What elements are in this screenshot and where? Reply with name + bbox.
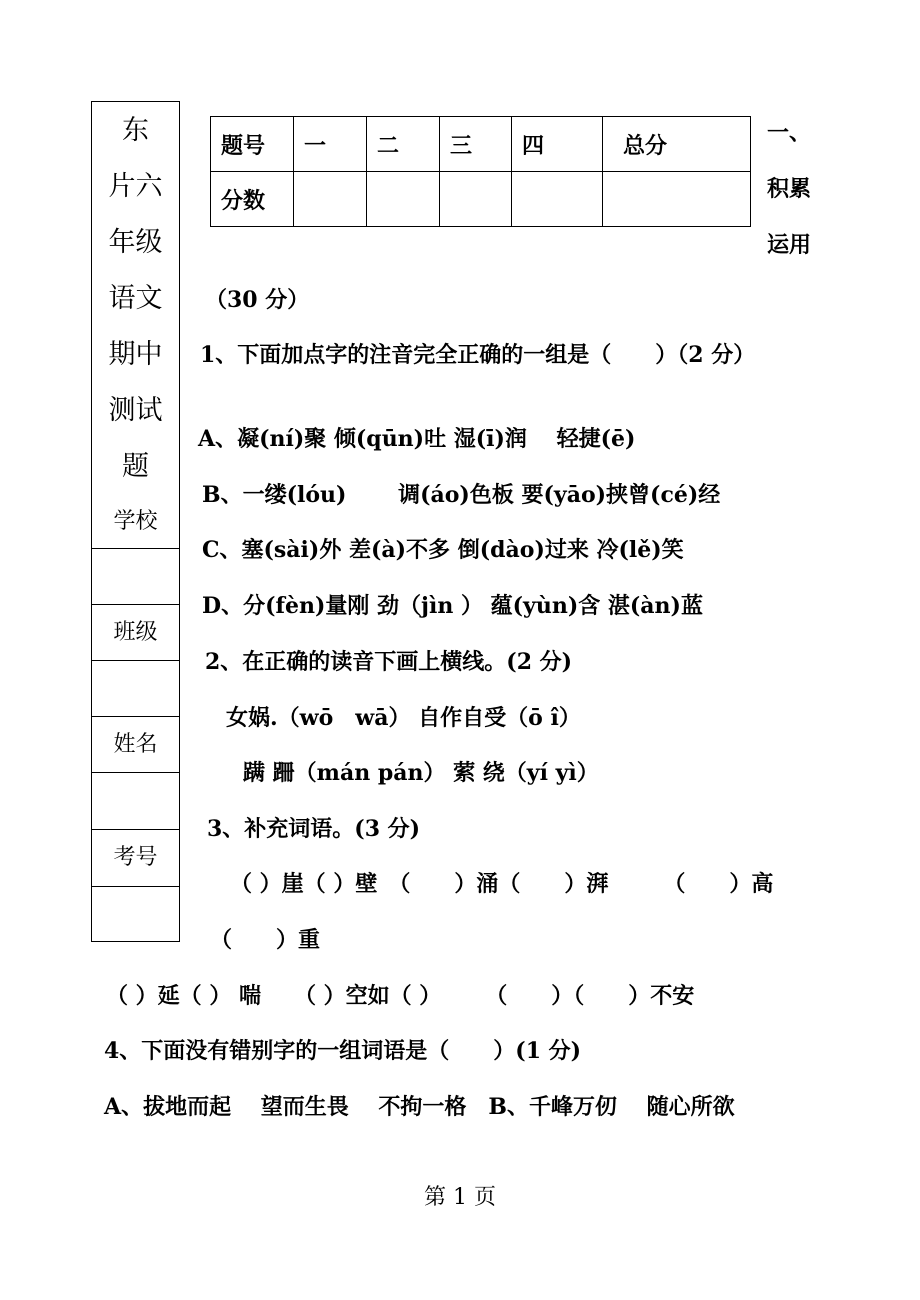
name-label: 姓名 <box>92 716 179 772</box>
header-cell: 题号 <box>211 117 294 172</box>
title-line: 测试 <box>108 395 163 426</box>
title-line: 期中 <box>108 339 163 370</box>
exam-number-label: 考号 <box>92 829 179 885</box>
section-heading-part: 运用 <box>767 232 812 258</box>
class-label: 班级 <box>92 604 179 660</box>
question-1-stem: 1、下面加点字的注音完全正确的一组是（ ）（2 分） <box>200 342 756 368</box>
section-heading-part: 积累 <box>767 176 812 202</box>
score-cell[interactable] <box>440 172 512 227</box>
section-points: （30 分） <box>205 287 310 313</box>
question-1-option-c: C、塞(sài)外 差(à)不多 倒(dào)过来 冷(lě)笑 <box>202 537 684 563</box>
exam-number-field[interactable] <box>92 886 179 942</box>
question-2-stem: 2、在正确的读音下画上横线。(2 分) <box>205 649 573 675</box>
header-cell: 三 <box>440 117 512 172</box>
score-table <box>210 116 751 227</box>
header-cell: 四 <box>512 117 603 172</box>
class-field[interactable] <box>92 660 179 716</box>
score-table-header-row <box>211 117 751 172</box>
page-number: 第 1 页 <box>424 1185 496 1210</box>
score-cell[interactable] <box>603 172 751 227</box>
student-info-panel <box>91 101 180 942</box>
question-2-line: 女娲.（wō wā） 自作自受（ō î） <box>226 705 581 731</box>
title-line: 片六 <box>108 171 163 202</box>
score-cell[interactable] <box>294 172 367 227</box>
section-heading-part: 一、 <box>767 120 812 146</box>
row-label: 分数 <box>211 172 294 227</box>
header-cell: 总分 <box>603 117 751 172</box>
school-label: 学校 <box>113 509 158 534</box>
question-3-line: （ ）重 <box>210 927 321 953</box>
score-table-score-row <box>211 172 751 227</box>
school-field[interactable] <box>92 548 179 604</box>
header-cell: 一 <box>294 117 367 172</box>
question-1-option-b: B、一缕(lóu) 调(áo)色板 要(yāo)挟曾(cé)经 <box>202 482 721 508</box>
question-1-option-d: D、分(fèn)量刚 劲（jìn ） 蕴(yùn)含 湛(àn)蓝 <box>202 593 703 619</box>
question-3-line: （ ）延（ ） 喘 （ ）空如（ ） （ ）（ ）不安 <box>106 983 695 1009</box>
question-3-line: （ ）崖（ ）壁 （ ）涌（ ）湃 （ ）高 <box>230 871 774 897</box>
header-cell: 二 <box>367 117 440 172</box>
question-2-line: 蹒 跚（mán pán） 萦 绕（yí yì） <box>243 760 599 786</box>
question-4-options: A、拔地而起 望而生畏 不拘一格 B、千峰万仞 随心所欲 <box>104 1094 735 1120</box>
title-line: 题 <box>122 451 149 482</box>
question-1-option-a: A、凝(ní)聚 倾(qūn)吐 湿(ī)润 轻捷(ē) <box>198 426 636 452</box>
score-cell[interactable] <box>367 172 440 227</box>
title-line: 年级 <box>108 227 163 258</box>
question-4-stem: 4、下面没有错别字的一组词语是（ ）(1 分) <box>104 1038 582 1064</box>
exam-title-vertical <box>92 102 179 548</box>
name-field[interactable] <box>92 772 179 828</box>
question-3-stem: 3、补充词语。(3 分) <box>207 816 421 842</box>
title-line: 东 <box>122 115 149 146</box>
title-line: 语文 <box>108 283 163 314</box>
score-cell[interactable] <box>512 172 603 227</box>
